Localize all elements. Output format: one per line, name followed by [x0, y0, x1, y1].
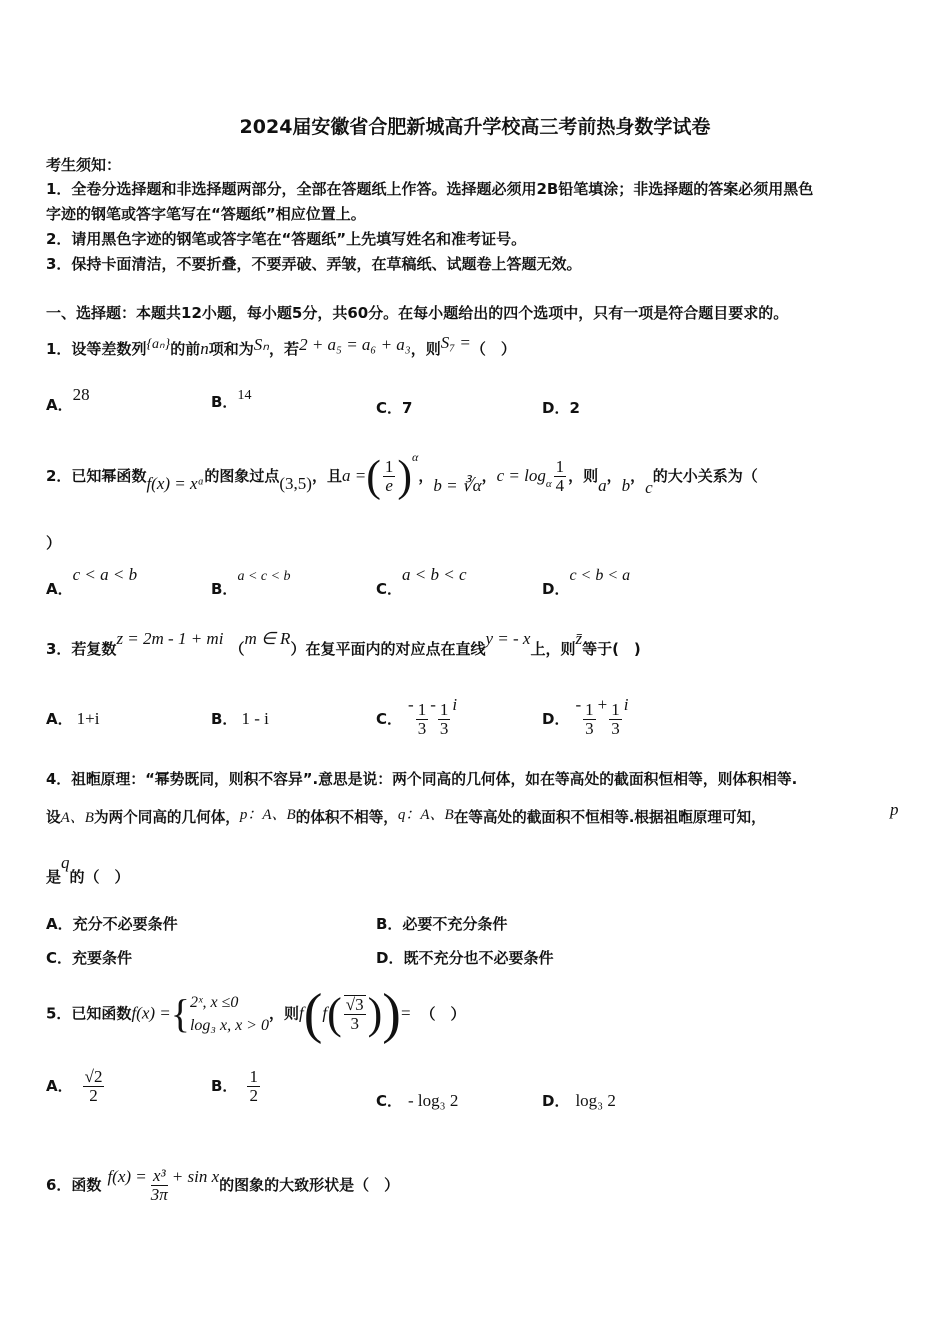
q5-option-c[interactable]: C． - log₃ 2 [376, 1091, 459, 1110]
power-function: f(x) = xᵅ [146, 474, 205, 493]
q1-option-a[interactable]: A．28 [46, 385, 90, 414]
q3-option-a[interactable]: A． 1+i [46, 709, 100, 728]
q1-option-d[interactable]: D．2 [542, 399, 580, 417]
question-4-line-1: 4．祖暅原理：“幂势既同，则积不容异”.意思是说：两个同高的几何体，如在等高处的截面积恒相等，则体积相等. [46, 771, 798, 788]
q3-option-d[interactable]: D．- $\frac{1}{3}$ + $\frac{1}{3}$ i [542, 695, 629, 738]
piecewise-function-name: f(x) = [131, 1003, 171, 1023]
q3-option-c[interactable]: C．- $\frac{1}{3}$ - $\frac{1}{3}$ i [376, 695, 458, 738]
q4-option-d[interactable]: D．既不充分也不必要条件 [376, 949, 554, 967]
notice-line-3: 3．保持卡面清洁，不要折叠，不要弄破、弄皱，在草稿纸、试题卷上答题无效。 [46, 255, 582, 273]
q5-option-b[interactable]: B． $\frac{1}{2}$ [211, 1067, 258, 1105]
notice-heading: 考生须知： [46, 156, 122, 174]
q4-option-a[interactable]: A．充分不必要条件 [46, 915, 178, 933]
q1-option-b[interactable]: B．14 [211, 388, 252, 411]
question-1: 1．设等差数列{aₙ}的前n项和为Sₙ，若2 + a₅ = a₆ + a₃，则S₇ =（ ） [46, 333, 516, 358]
question-2: 2．已知幂函数f(x) = xᵅ的图象过点(3,5)，且a =( $\frac{1}{e}$ )$^\alpha$，b = ∛α，$c = \log_\alpha$ $\frac{1}{4}$ ，则a，b，c的大小关系为（ [46, 450, 758, 501]
section-heading: 一、选择题：本题共12小题，每小题5分，共60分。在每小题给出的四个选项中，只有一项是符合题目要求的。 [46, 304, 789, 322]
complex-number: z = 2m - 1 + mi [116, 629, 224, 648]
question-6: 6．函数 f(x) = $\frac{\text{x³}}{3\pi}$ + sin x的图象的大致形状是（ ） [46, 1166, 400, 1204]
q4-option-b[interactable]: B．必要不充分条件 [376, 915, 508, 933]
q5-option-a[interactable]: A． $\frac{√2}{2}$ [46, 1067, 103, 1105]
q3-option-b[interactable]: B． 1 - i [211, 709, 269, 728]
q2-option-d[interactable]: D．c < b < a [542, 567, 631, 598]
notice-line-2: 2．请用黑色字迹的钢笔或答字笔在“答题纸”上先填写姓名和准考证号。 [46, 230, 527, 248]
q2-option-c[interactable]: C．a < b < c [376, 565, 467, 598]
q4-option-c[interactable]: C．充要条件 [46, 949, 133, 967]
question-3: 3．若复数z = 2m - 1 + mi（m ∈ R）在复平面内的对应点在直线y = - x上，则z̄等于( ) [46, 629, 641, 658]
q2-option-a[interactable]: A．c < a < b [46, 565, 138, 598]
b-expr: b = ∛α [433, 476, 482, 495]
q1-option-c[interactable]: C．7 [376, 399, 413, 417]
question-4-line-3: 是q的（ ） [46, 853, 130, 886]
notice-line-1: 1．全卷分选择题和非选择题两部分，全部在答题纸上作答。选择题必须用2B铅笔填涂；非选择题的答案必须用黑色 [46, 180, 814, 198]
page-title: 2024届安徽省合肥新城高升学校高三考前热身数学试卷 [239, 116, 711, 138]
condition-expr: 2 + a₅ = a₆ + a₃ [299, 335, 411, 354]
notice-line-1b: 字迹的钢笔或答字笔写在“答题纸”相应位置上。 [46, 205, 366, 223]
q4-p-symbol: p [890, 800, 899, 819]
question-4-line-2: 设A、B为两个同高的几何体，p：A、B的体积不相等，q：A、B在等高处的截面积不恒相等.根据祖暅原理可知， [46, 807, 766, 826]
q5-option-d[interactable]: D． log₃ 2 [542, 1091, 616, 1110]
sequence-expr: {aₙ} [146, 337, 171, 352]
q2-option-b[interactable]: B．a < c < b [211, 569, 291, 598]
q2-close-paren: ） [46, 534, 62, 552]
question-5: 5．已知函数f(x) ={ 2ˣ, x ≤0 log₃ x, x > 0 ，则f(f( $\frac{√3}{3}$ ))= （ ） [46, 983, 466, 1045]
